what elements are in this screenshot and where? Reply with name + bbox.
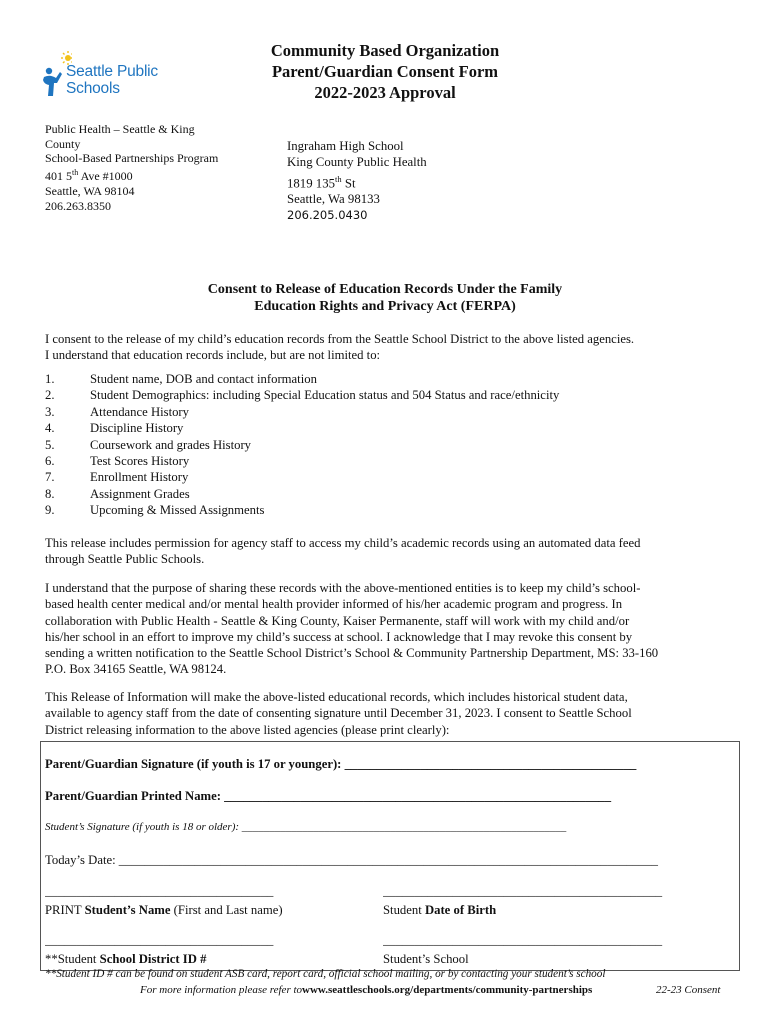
students-school-label: Student’s School (383, 952, 469, 966)
right-address-line5: 206.205.0430 (287, 208, 368, 223)
para3-line1: This Release of Information will make the above-listed educational records, which includes historical student data, (45, 690, 628, 704)
para1-line1: This release includes permission for agency staff to access my child’s academic records using an automated data feed (45, 536, 641, 550)
section-title-line1: Consent to Release of Education Records Under the Family (207, 282, 563, 297)
footer-version: 22-23 Consent (656, 984, 721, 996)
student-id-note: **Student ID # can be found on student ASB card, report card, official school mailing, or by contacting your student’s school (45, 968, 606, 980)
para2-line5: sending a written notification to the Seattle School District’s School & Community Partnership Department, MS: 33-160 (45, 646, 659, 661)
ferpa-section-title (120, 281, 650, 315)
todays-date-field[interactable]: Today’s Date: _____________________________________________________________________________________ (45, 853, 659, 867)
date-of-birth-label: Student Date of Birth (383, 903, 497, 917)
right-address-line3: 1819 135th St (287, 173, 356, 190)
section-title-line2: Education Rights and Privacy Act (FERPA) (254, 299, 516, 314)
records-list (45, 371, 559, 519)
right-address-line1: Ingraham High School (287, 139, 404, 153)
student-signature-field[interactable]: Student’s Signature (if youth is 18 or older): ___________________________________________________________ (45, 821, 567, 833)
guardian-signature-field[interactable]: Parent/Guardian Signature (if youth is 17 or younger): ______________________________________________ (45, 757, 637, 771)
list-item: 6. Test Scores History (45, 454, 190, 469)
right-address-line2: King County Public Health (287, 155, 427, 170)
list-item: 9. Upcoming & Missed Assignments (45, 503, 265, 518)
logo-line1: Seattle Public (66, 63, 158, 80)
district-id-label: **Student School District ID # (45, 952, 207, 966)
para2-line4: his/her school in an effort to improve my child’s success at school. I acknowledge that I may revoke this consent by (45, 629, 633, 644)
logo-line2: Schools (66, 80, 120, 97)
para1-line2: through Seattle Public Schools. (45, 552, 205, 567)
intro-paragraph (45, 331, 735, 364)
left-address-line3: School-Based Partnerships Program (45, 151, 219, 166)
automated-feed-paragraph (45, 535, 735, 568)
intro-line1: I consent to the release of my child’s education records from the Seattle School District to the above listed agencies. (45, 332, 635, 346)
date-of-birth-line[interactable]: ____________________________________________ (383, 884, 663, 898)
left-address-line2: County (45, 136, 81, 151)
list-item: 4. Discipline History (45, 421, 184, 436)
release-paragraph (45, 689, 735, 738)
list-item: 2. Student Demographics: including Special Education status and 504 Status and race/ethnicity (45, 388, 560, 403)
left-address (45, 122, 218, 213)
para3-line2: available to agency staff from the date of consenting signature until December 31, 2023. I consent to Seattle School (45, 706, 632, 721)
title-line1: Community Based Organization (270, 41, 500, 60)
right-address-line4: Seattle, Wa 98133 (287, 192, 380, 207)
para2-line3: collaboration with Public Health - Seattle & King County, Kaiser Permanente, staff will work with my child and/or (45, 613, 630, 628)
right-address (287, 138, 427, 224)
list-item: 5. Coursework and grades History (45, 437, 252, 452)
para2-line2: based health center medical and/or mental health provider informed of his/her academic program and progress. In (45, 597, 623, 612)
seattle-public-schools-logo (42, 50, 172, 100)
list-item: 3. Attendance History (45, 404, 190, 419)
district-id-line[interactable]: ____________________________________ (45, 933, 274, 947)
left-address-line1: Public Health – Seattle & King (45, 122, 195, 136)
left-address-line5: Seattle, WA 98104 (45, 183, 135, 198)
left-address-line6: 206.263.8350 (45, 198, 111, 213)
footer-info: For more information please refer towww.seattleschools.org/departments/community-partnerships (140, 984, 593, 996)
para2-line6: P.O. Box 34165 Seattle, WA 98124. (45, 662, 227, 677)
purpose-paragraph (45, 580, 735, 678)
list-item: 8. Assignment Grades (45, 486, 190, 501)
title-line2: Parent/Guardian Consent Form (271, 62, 499, 81)
list-item: 1. Student name, DOB and contact information (45, 372, 317, 386)
para2-line1: I understand that the purpose of sharing these records with the above-mentioned entities is to keep my child’s school- (45, 581, 641, 595)
title-line3: 2022-2023 Approval (314, 83, 456, 102)
para3-line3: District releasing information to the above listed agencies (please print clearly): (45, 722, 450, 737)
students-school-line[interactable]: ____________________________________________ (383, 933, 663, 947)
intro-line2: I understand that education records include, but are not limited to: (45, 348, 381, 363)
list-item: 7. Enrollment History (45, 470, 189, 485)
left-address-line4: 401 5th Ave #1000 (45, 168, 133, 184)
form-title (200, 40, 570, 103)
student-name-line[interactable]: ____________________________________ (45, 884, 274, 898)
guardian-printed-name-field[interactable]: Parent/Guardian Printed Name: _____________________________________________________________ (45, 789, 612, 803)
student-name-label: PRINT Student’s Name (First and Last name) (45, 903, 283, 917)
footer-link[interactable]: www.seattleschools.org/departments/community-partnerships (302, 984, 593, 996)
